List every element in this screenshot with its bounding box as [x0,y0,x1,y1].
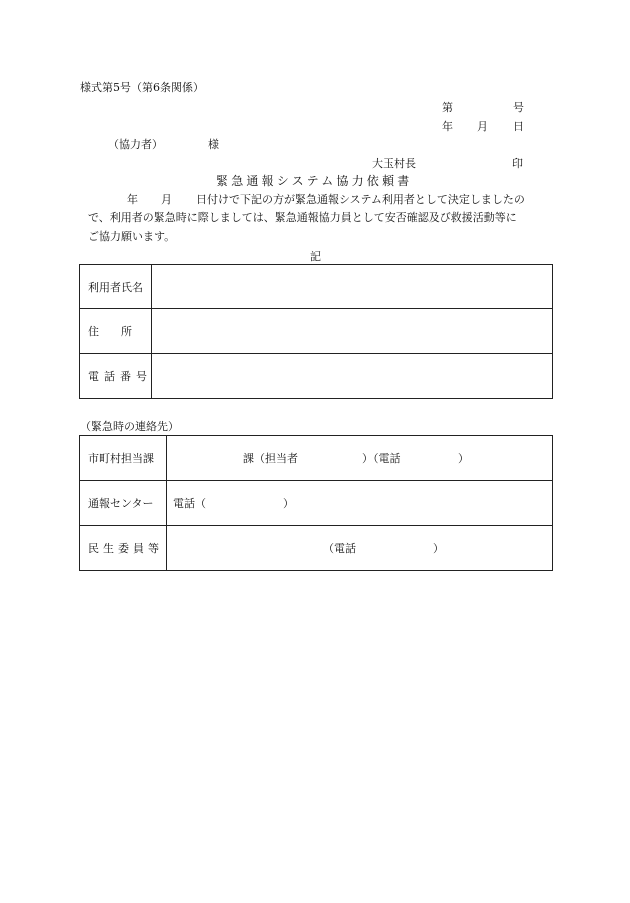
addressee-cooperator: （協力者） [108,138,163,151]
date-year: 年 [442,120,453,133]
date-month: 月 [477,120,488,133]
body-line-3: ご協力願います。 [88,230,176,243]
phone-field[interactable] [152,354,553,399]
addressee-sama: 様 [208,138,219,151]
user-name-label: 利用者氏名 [80,265,152,309]
date-day: 日 [513,120,524,133]
number-dai: 第 [442,101,453,114]
table-row [80,265,553,309]
welfare-tel: （電話 [323,542,356,555]
welfare-close: ） [433,542,444,555]
municipal-tel: ）（電話 [362,452,401,465]
sender-seal: 印 [512,157,523,170]
welfare-label: 民生委員等 [80,526,167,571]
table-row [80,354,553,399]
center-field[interactable] [167,481,553,526]
body-line-2: で、利用者の緊急時に際しましては、緊急通報協力員として安否確認及び救援活動等に [88,211,517,224]
user-name-field[interactable] [152,265,553,309]
user-info-table [79,264,553,399]
phone-label: 電話番号 [80,354,152,399]
table-row [80,436,553,481]
sender-name: 大玉村長 [372,157,416,170]
number-go: 号 [513,101,524,114]
ki-label: 記 [310,250,321,263]
address-field[interactable] [152,309,553,354]
municipal-label: 市町村担当課 [80,436,167,481]
municipal-close: ） [458,452,469,465]
address-label: 住 所 [80,309,152,354]
center-label: 通報センター [80,481,167,526]
body-line-1: 日付けで下記の方が緊急通報システム利用者として決定しましたの [196,193,525,206]
center-tel: 電話（ [173,497,206,510]
center-close: ） [283,497,294,510]
municipal-ka: 課（担当者 [243,452,298,465]
body-date-year: 年 [127,193,138,206]
table-row [80,526,553,571]
table-row [80,481,553,526]
welfare-field[interactable] [167,526,553,571]
form-number: 様式第5号（第6条関係） [80,81,204,94]
municipal-field[interactable] [167,436,553,481]
document-title: 緊急通報システム協力依頼書 [216,174,413,188]
body-date-month: 月 [161,193,172,206]
emergency-contact-heading: （緊急時の連絡先） [80,420,179,433]
emergency-contact-table [79,435,553,571]
table-row [80,309,553,354]
